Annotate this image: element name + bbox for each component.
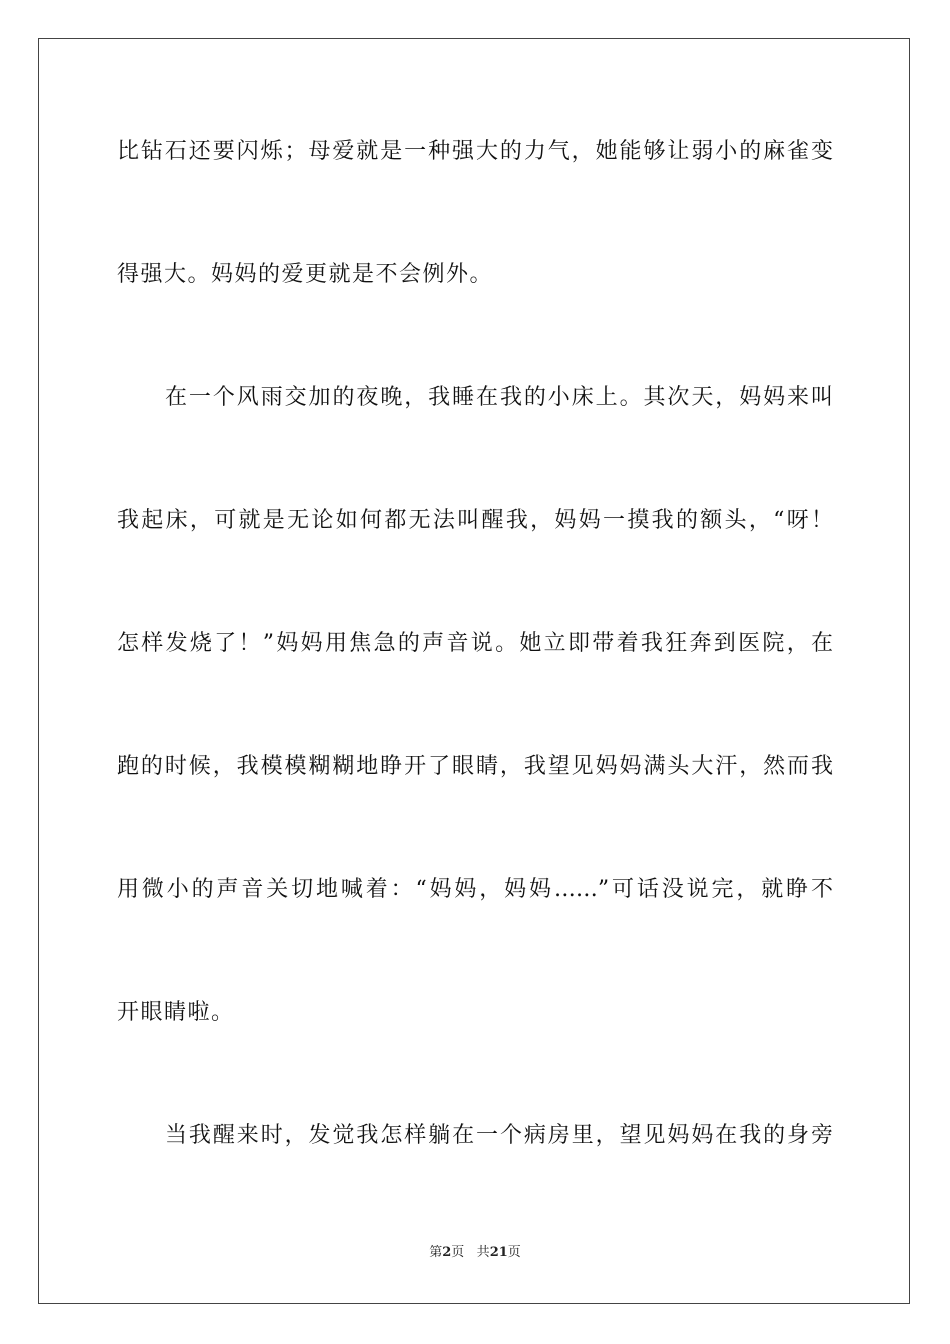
paragraph-line-6: 跑的时候，我模模糊糊地睁开了眼睛，我望见妈妈满头大汗，然而我 bbox=[117, 754, 833, 779]
page-footer bbox=[0, 1244, 950, 1262]
paragraph-line-3: 在一个风雨交加的夜晚，我睡在我的小床上。其次天，妈妈来叫 bbox=[165, 385, 833, 410]
page-prefix: 第 bbox=[429, 1245, 443, 1260]
page-suffix: 页 bbox=[451, 1245, 465, 1260]
page-border bbox=[38, 38, 910, 1304]
paragraph-line-5: 怎样发烧了！”妈妈用焦急的声音说。她立即带着我狂奔到医院，在 bbox=[117, 631, 833, 656]
total-prefix: 共 bbox=[476, 1245, 490, 1260]
total-suffix: 页 bbox=[507, 1245, 521, 1260]
paragraph-line-2: 得强大。妈妈的爱更就是不会例外。 bbox=[117, 262, 494, 287]
paragraph-line-4: 我起床，可就是无论如何都无法叫醒我，妈妈一摸我的额头，“呀！ bbox=[117, 508, 833, 533]
total-pages: 21 bbox=[489, 1245, 508, 1260]
paragraph-line-7: 用微小的声音关切地喊着：“妈妈，妈妈……”可话没说完，就睁不 bbox=[117, 877, 833, 902]
paragraph-line-9: 当我醒来时，发觉我怎样躺在一个病房里，望见妈妈在我的身旁 bbox=[165, 1123, 833, 1148]
paragraph-line-8: 开眼睛啦。 bbox=[117, 1000, 235, 1025]
page-number: 2 bbox=[442, 1245, 452, 1260]
paragraph-line-1: 比钻石还要闪烁；母爱就是一种强大的力气，她能够让弱小的麻雀变 bbox=[117, 139, 833, 164]
